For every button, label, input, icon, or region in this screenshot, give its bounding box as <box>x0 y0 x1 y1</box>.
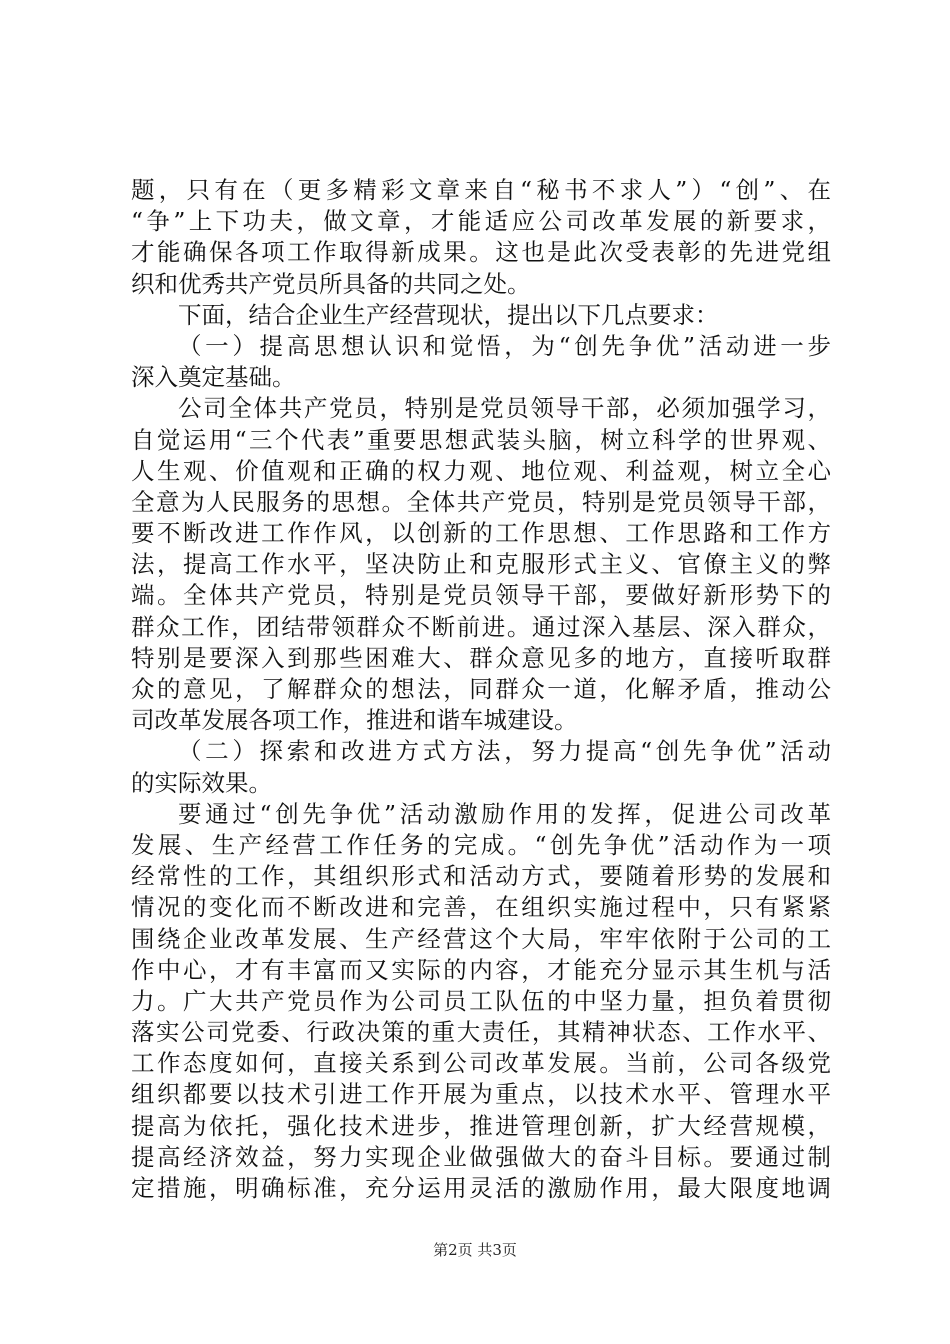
text-line: 特别是要深入到那些困难大、群众意见多的地方，直接听取群 <box>131 643 831 672</box>
text-line: 司改革发展各项工作，推进和谐车城建设。 <box>131 706 578 735</box>
text-line: 提高经济效益，努力实现企业做强做大的奋斗目标。要通过制 <box>131 1142 831 1171</box>
text-line: 要通过“创先争优”活动激励作用的发挥，促进公司改革 <box>178 799 831 828</box>
text-line: 工作态度如何，直接关系到公司改革发展。当前，公司各级党 <box>131 1049 831 1078</box>
text-line: 提高为依托，强化技术进步，推进管理创新，扩大经营规模， <box>131 1111 831 1140</box>
text-line: 力。广大共产党员作为公司员工队伍的中坚力量，担负着贯彻 <box>131 986 831 1015</box>
text-line: 织和优秀共产党员所具备的共同之处。 <box>131 269 531 298</box>
body-text <box>131 175 831 1204</box>
text-line: 发展、生产经营工作任务的完成。“创先争优”活动作为一项 <box>131 830 831 859</box>
text-line: 公司全体共产党员，特别是党员领导干部，必须加强学习， <box>178 394 831 423</box>
text-line: “争”上下功夫，做文章，才能适应公司改革发展的新要求， <box>131 207 831 236</box>
text-line: 定措施，明确标准，充分运用灵活的激励作用，最大限度地调 <box>131 1174 831 1202</box>
text-line: 自觉运用“三个代表”重要思想武装头脑，树立科学的世界观、 <box>131 425 831 454</box>
section-heading-1: （一）提高思想认识和觉悟，为“创先争优”活动进一步 <box>178 331 831 360</box>
section-heading-2: （二）探索和改进方式方法，努力提高“创先争优”活动 <box>178 737 831 766</box>
text-line: 作中心，才有丰富而又实际的内容，才能充分显示其生机与活 <box>131 955 831 984</box>
text-line: 情况的变化而不断改进和完善，在组织实施过程中，只有紧紧 <box>131 893 831 922</box>
page-footer: 第2页 共3页 <box>433 1241 517 1259</box>
section-heading-2-cont: 的实际效果。 <box>131 768 272 797</box>
text-line: 全意为人民服务的思想。全体共产党员，特别是党员领导干部， <box>131 487 831 516</box>
text-line: 众的意见，了解群众的想法，同群众一道，化解矛盾，推动公 <box>131 675 831 703</box>
text-line: 经常性的工作，其组织形式和活动方式，要随着形势的发展和 <box>131 862 831 891</box>
text-line: 端。全体共产党员，特别是党员领导干部，要做好新形势下的 <box>131 581 831 610</box>
text-line: 法，提高工作水平，坚决防止和克服形式主义、官僚主义的弊 <box>131 550 831 579</box>
text-line: 群众工作，团结带领群众不断前进。通过深入基层、深入群众， <box>131 612 831 641</box>
text-line: 落实公司党委、行政决策的重大责任，其精神状态、工作水平、 <box>131 1018 831 1047</box>
text-line: 要不断改进工作作风，以创新的工作思想、工作思路和工作方 <box>131 519 831 548</box>
text-line: 围绕企业改革发展、生产经营这个大局，牢牢依附于公司的工 <box>131 924 831 953</box>
text-line: 题，只有在（更多精彩文章来自“秘书不求人”）“创”、在 <box>131 176 831 204</box>
text-line: 组织都要以技术引进工作开展为重点，以技术水平、管理水平 <box>131 1080 831 1109</box>
text-line: 下面，结合企业生产经营现状，提出以下几点要求： <box>178 300 719 329</box>
text-line: 人生观、价值观和正确的权力观、地位观、利益观，树立全心 <box>131 456 831 485</box>
text-line: 才能确保各项工作取得新成果。这也是此次受表彰的先进党组 <box>131 238 831 267</box>
section-heading-1-cont: 深入奠定基础。 <box>131 363 296 392</box>
